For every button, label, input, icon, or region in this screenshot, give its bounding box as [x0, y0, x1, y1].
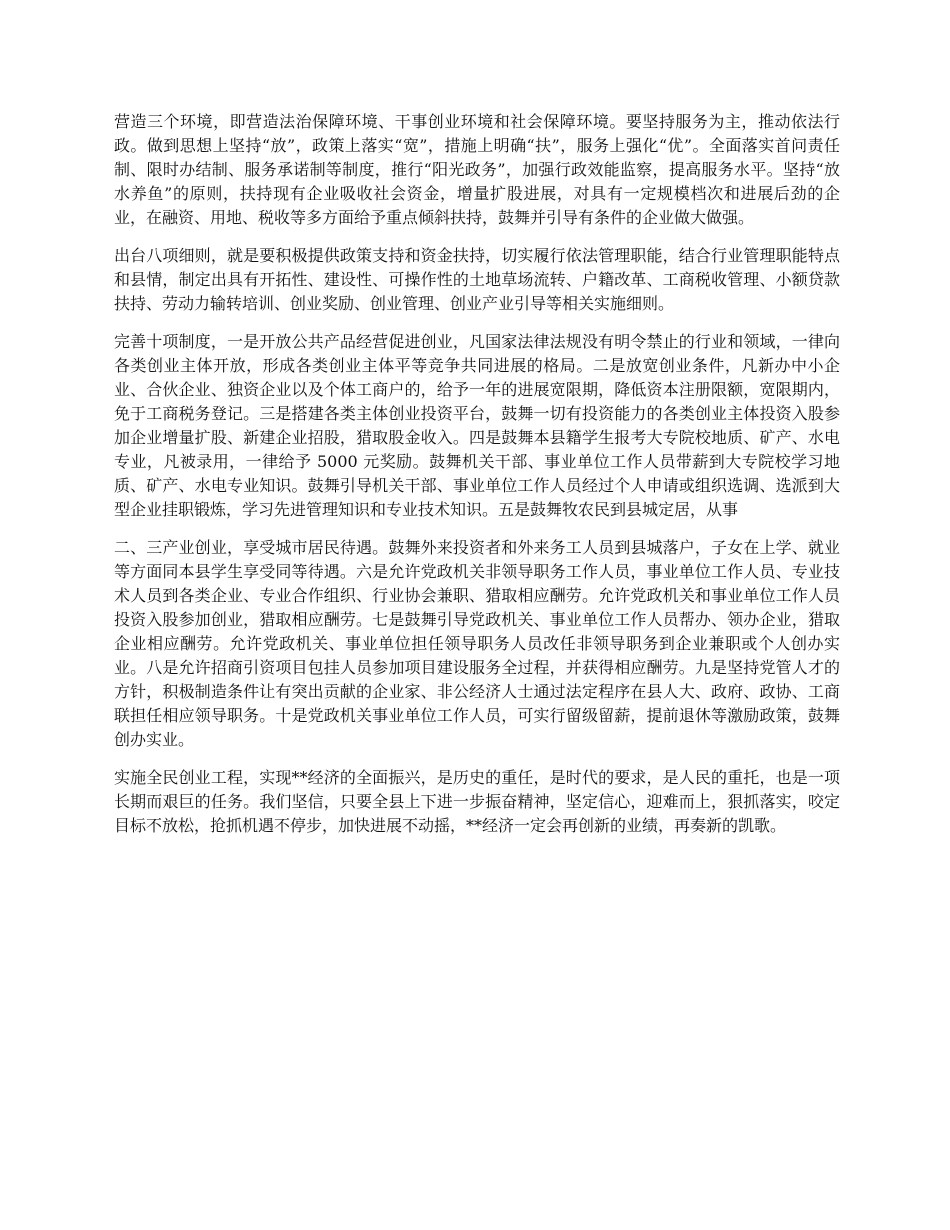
paragraph-environment: 营造三个环境，即营造法治保障环境、干事创业环境和社会保障环境。要坚持服务为主，推动依法行政。做到思想上坚持“放”，政策上落实“宽”，措施上明确“扶”，服务上强化“优”。全面落实首问责任制、限时办结制、服务承诺制等制度，推行“阳光政务”，加强行政效能监察，提高服务水平。坚持“放水养鱼”的原则，扶持现有企业吸收社会资金，增量扩股进展，对具有一定规模档次和进展后劲的企业，在融资、用地、税收等多方面给予重点倾斜扶持，鼓舞并引导有条件的企业做大做强。: [114, 112, 840, 227]
paragraph-secondary-tertiary: 二、三产业创业，享受城市居民待遇。鼓舞外来投资者和外来务工人员到县城落户，子女在上学、就业等方面同本县学生享受同等待遇。六是允许党政机关非领导职务工作人员，事业单位工作人员、专业技术人员到各类企业、专业合作组织、行业协会兼职、猎取相应酬劳。允许党政机关和事业单位工作人员投资入股参加创业，猎取相应酬劳。七是鼓舞引导党政机关、事业单位工作人员帮办、领办企业，猎取企业相应酬劳。允许党政机关、事业单位担任领导职务人员改任非领导职务到企业兼职或个人创办实业。八是允许招商引资项目包挂人员参加项目建设服务全过程，并获得相应酬劳。九是坚持党管人才的方针，积极制造条件让有突出贡献的企业家、非公经济人士通过法定程序在县人大、政府、政协、工商联担任相应领导职务。十是党政机关事业单位工作人员，可实行留级留薪，提前退休等激励政策，鼓舞创办实业。: [114, 538, 840, 749]
paragraph-conclusion: 实施全民创业工程，实现**经济的全面振兴，是历史的重任，是时代的要求，是人民的重托，也是一项长期而艰巨的任务。我们坚信，只要全县上下进一步振奋精神，坚定信心，迎难而上，狠抓落实，咬定目标不放松，抢抓机遇不停步，加快进展不动摇，**经济一定会再创新的业绩，再奏新的凯歌。: [114, 768, 840, 835]
paragraph-ten-systems: 完善十项制度，一是开放公共产品经营促进创业，凡国家法律法规没有明令禁止的行业和领域，一律向各类创业主体开放，形成各类创业主体平等竞争共同进展的格局。二是放宽创业条件，凡新办中小企业、合伙企业、独资企业以及个体工商户的，给予一年的进展宽限期，降低资本注册限额，宽限期内，免于工商税务登记。三是搭建各类主体创业投资平台，鼓舞一切有投资能力的各类创业主体投资入股参加企业增量扩股、新建企业招股，猎取股金收入。四是鼓舞本县籍学生报考大专院校地质、矿产、水电专业，凡被录用，一律给予 5000 元奖励。鼓舞机关干部、事业单位工作人员带薪到大专院校学习地质、矿产、水电专业知识。鼓舞引导机关干部、事业单位工作人员经过个人申请或组织选调、选派到大型企业挂职锻炼，学习先进管理知识和专业技术知识。五是鼓舞牧农民到县城定居，从事: [114, 332, 840, 519]
paragraph-eight-rules: 出台八项细则，就是要积极提供政策支持和资金扶持，切实履行依法管理职能，结合行业管理职能特点和县情，制定出具有开拓性、建设性、可操作性的土地草场流转、户籍改革、工商税收管理、小额贷款扶持、劳动力输转培训、创业奖励、创业管理、创业产业引导等相关实施细则。: [114, 246, 840, 313]
document-body: [114, 110, 840, 852]
